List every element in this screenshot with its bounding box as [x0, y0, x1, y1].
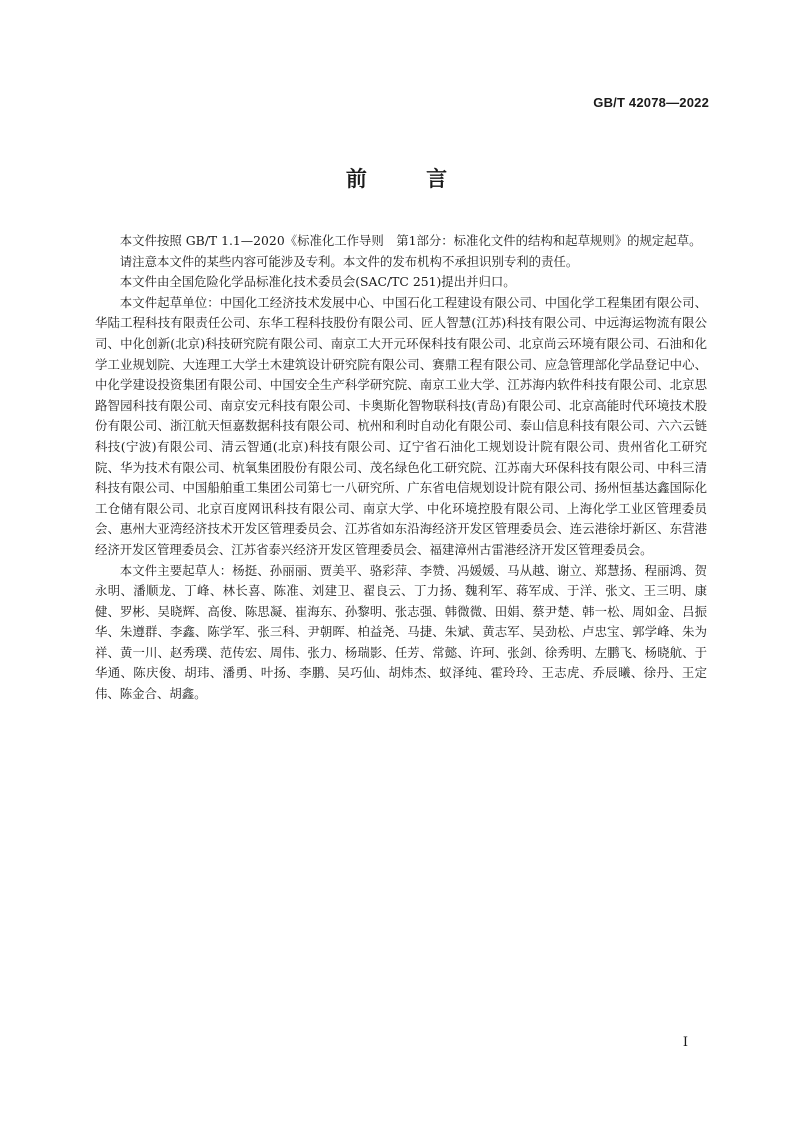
- paragraph-drafting-units: 本文件起草单位：中国化工经济技术发展中心、中国石化工程建设有限公司、中国化学工程集团有限公司、华陆工程科技有限责任公司、东华工程科技股份有限公司、匠人智慧(江苏)科技有限公司、中远海运物流有限公司、中化创新(北京)科技研究院有限公司、南京工大开元环保科技有限公司、北京尚云环境有限公司、石油和化学工业规划院、大连理工大学土木建筑设计研究院有限公司、赛鼎工程有限公司、应急管理部化学品登记中心、中化学建设投资集团有限公司、中国安全生产科学研究院、南京工业大学、江苏海内软件科技有限公司、北京思路智园科技有限公司、南京安元科技有限公司、卡奥斯化智物联科技(青岛)有限公司、北京高能时代环境技术股份有限公司、浙江航天恒嘉数据科技有限公司、杭州和利时自动化有限公司、泰山信息科技有限公司、六六云链科技(宁波)有限公司、清云智通(北京)科技有限公司、辽宁省石油化工规划设计院有限公司、贵州省化工研究院、华为技术有限公司、杭氧集团股份有限公司、茂名绿色化工研究院、江苏南大环保科技有限公司、中科三清科技有限公司、中国船舶重工集团公司第七一八研究所、广东省电信规划设计院有限公司、扬州恒基达鑫国际化工仓储有限公司、北京百度网讯科技有限公司、南京大学、中化环境控股有限公司、上海化学工业区管理委员会、惠州大亚湾经济技术开发区管理委员会、江苏省如东沿海经济开发区管理委员会、连云港徐圩新区、东营港经济开发区管理委员会、江苏省泰兴经济开发区管理委员会、福建漳州古雷港经济开发区管理委员会。: [95, 294, 707, 557]
- paragraph-drafting-rules: 本文件按照 GB/T 1.1—2020《标准化工作导则 第1部分：标准化文件的结构和起草规则》的规定起草。: [119, 233, 702, 248]
- body-text: [95, 231, 707, 705]
- standard-code: GB/T 42078—2022: [593, 95, 709, 110]
- page-number: I: [682, 1035, 688, 1050]
- paragraph-patent-notice: 请注意本文件的某些内容可能涉及专利。本文件的发布机构不承担识别专利的责任。: [119, 253, 579, 269]
- paragraph-drafters: 本文件主要起草人：杨挺、孙丽丽、贾美平、骆彩萍、李赞、冯媛媛、马从越、谢立、郑慧扬、程丽鸿、贺永明、潘顺龙、丁峰、林长喜、陈准、刘建卫、翟良云、丁力扬、魏利军、蒋军成、于洋、张文、王三明、康健、罗彬、吴晓辉、高俊、陈思凝、崔海东、孙黎明、张志强、韩微微、田娟、蔡尹楚、韩一松、周如金、吕振华、朱遵群、李鑫、陈学军、张三科、尹朝晖、柏益尧、马捷、朱斌、黄志军、吴劲松、卢忠宝、郭学峰、朱为祥、黄一川、赵秀璞、范传宏、周伟、张力、杨瑞影、任芳、常懿、许珂、张剑、徐秀明、左鹏飞、杨晓航、于华通、陈庆俊、胡玮、潘勇、叶扬、李鹏、吴巧仙、胡炜杰、蚁泽纯、霍玲玲、王志虎、乔辰曦、徐丹、王定伟、陈金合、胡鑫。: [95, 562, 707, 702]
- paragraph-proposer: 本文件由全国危险化学品标准化技术委员会(SAC/TC 251)提出并归口。: [119, 274, 516, 290]
- page-title: 前 言: [345, 167, 474, 191]
